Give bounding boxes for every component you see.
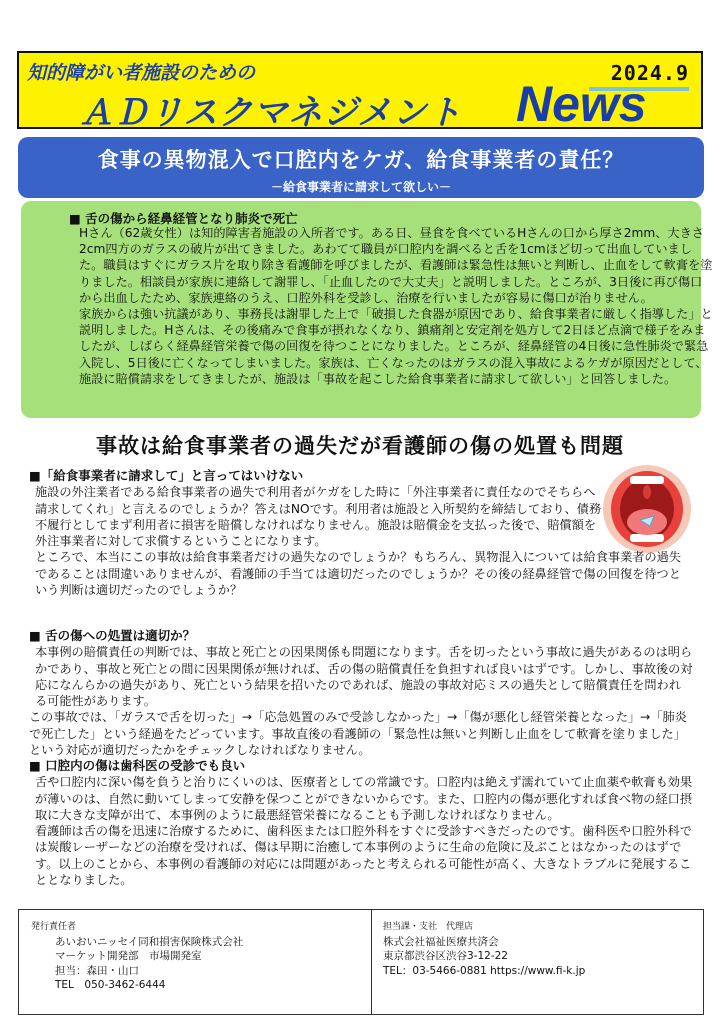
case-box xyxy=(21,201,713,418)
section-1-paragraph-2: ところで、本当にこの事故は給食事業者だけの過失なのでしょうか？もちろん、異物混入については給食事業者の過失であることは間違いありませんが、看護師の手当ては適切だったのでしょうか？その後の経鼻経管で傷の回復を待つという判断は適切だったのでしょうか？ xyxy=(35,550,682,598)
section-1 xyxy=(29,468,693,598)
publisher-label: 発行責任者 xyxy=(31,922,77,932)
publisher-department: マーケット開発部 市場開発室 xyxy=(55,950,202,962)
headline-banner xyxy=(18,137,704,198)
headline-title: 食事の異物混入で口腔内をケガ、給食事業者の責任？ xyxy=(97,148,625,172)
publisher-company: あいおいニッセイ同和損害保険株式会社 xyxy=(55,935,244,948)
section-2-heading: ■ 舌の傷への処置は適切か？ xyxy=(29,628,196,643)
headline-subtitle: －給食事業者に請求して欲しい－ xyxy=(270,180,451,194)
section-3-paragraph-2: 看護師は舌の傷を迅速に治療するために、歯科医または口腔外科をすぐに受診すべきだったのです。歯科医や口腔外科では炭酸レーザーなどの治療を受ければ、傷は早期に治癒して本事例のように生命の危険に及ぶことはなかったのはずです。以上のことから、本事例の看護師の対応には問題があったと考えられる可能性が高く、大きなトラブルに発展することとなりました。 xyxy=(35,824,692,888)
section-title: 事故は給食事業者の過失だが看護師の傷の処置も問題 xyxy=(96,434,624,458)
case-text xyxy=(73,225,713,387)
header-top-line: 知的障がい者施設のための xyxy=(27,62,256,84)
publisher-contact: 担当：森田・山口 xyxy=(55,964,139,977)
news-logo: News xyxy=(516,76,647,132)
agency-name: 株式会社福祉医療共済会 xyxy=(383,935,499,948)
section-2-paragraph-1: 本事例の賠償責任の判断では、事故と死亡との因果関係も問題になります。舌を切ったという事故に過失があるのは明らかであり、事故と死亡との間に因果関係が無ければ、舌の傷の賠償責任を負担すれば良いはずです。しかし、事故後の対応になんらかの過失があり、死亡という結果を招いたのであれば、施設の事故対応ミスの過失として賠償責任を問われる可能性があります。 xyxy=(35,645,693,709)
newsletter-title: ＡＤリスクマネジメント xyxy=(79,93,463,133)
section-1-heading: ■「給食事業者に請求して」と言ってはいけない xyxy=(29,468,304,483)
footer xyxy=(18,909,704,1015)
case-paragraph-1: Hさん（62歳女性）は知的障害者施設の入所者です。ある日、昼食を食べているHさんの口から厚さ2mm、大きさ2cm四方のガラスの破片が出てきました。あわてて職員が口腔内を調べると舌を1cmほど切って出血していました。職員はすぐにガラス片を取り除き看護師を呼びましたが、看護師は緊急性は無いと判断し、止血をして軟膏を塗りました。相談員が家族に連絡して謝罪し、「止血したので大丈夫」と説明しました。ところが、3日後に再び傷口から出血したため、家族連絡のうえ、口腔外科を受診し、治療を行いましたが容易に傷口が治りません。 xyxy=(79,226,713,305)
case-paragraph-2: 家族からは強い抗議があり、事務長は謝罪した上で「破損した食器が原因であり、給食事業者に厳しく指導した」と説明しました。Hさんは、その後痛みで食事が摂れなくなり、鎮痛剤と安定剤を処方して2日ほど点滴で様子をみましたが、しばらく経鼻経管栄養で傷の回復を待つことになりました。ところが、経鼻経管の4日後に急性肺炎で緊急入院し、5日後に亡くなってしまいました。家族は、亡くなったのはガラスの混入事故によるケガが原因だとして、施設に賠償請求をしてきましたが、施設は「事故を起こした給食事業者に請求して欲しい」と回答しました。 xyxy=(79,307,713,386)
section-3-paragraph-1: 舌や口腔内に深い傷を負うと治りにくいのは、医療者としての常識です。口腔内は絶えず濡れていて止血薬や軟膏も効果が薄いのは、自然に動いてしまって安静を保つことができないからです。また、口腔内の傷が悪化すれば食べ物の経口摂取に大きな支障が出て、本事例のように最悪経管栄養になることも予測しなければなりません。 xyxy=(35,775,693,822)
footer-divider xyxy=(371,910,372,1014)
agency-tel: TEL：03-5466-0881 https://www.fi-k.jp xyxy=(383,964,586,977)
section-3-heading: ■ 口腔内の傷は歯科医の受診でも良い xyxy=(29,758,246,773)
section-2 xyxy=(29,628,693,758)
agency-label: 担当課・支社 代理店 xyxy=(383,922,474,932)
agency-address: 東京都渋谷区渋谷3-12-22 xyxy=(383,950,508,962)
section-3 xyxy=(29,758,693,888)
newsletter-header xyxy=(17,51,703,133)
section-1-paragraph-1: 施設の外注業者である給食事業者の過失で利用者がケガをした時に「外注事業者に責任なのでそちらへ請求してくれ」と言えるのでしょうか？答えはNOです。利用者は施設と入所契約を締結しており、債務不履行としてまず利用者に損害を賠償しなければなりません。施設は賠償金を支払った後で、賠償額を外注事業者に対して求償するということになります。 xyxy=(35,485,602,549)
publisher-info xyxy=(31,920,243,993)
agency-info xyxy=(383,920,585,978)
case-heading: ■ 舌の傷から経鼻経管となり肺炎で死亡 xyxy=(69,211,298,226)
section-2-paragraph-2: この事故では、「ガラスで舌を切った」→「応急処置のみで受診しなかった」→「傷が悪化し経管栄養となった」→「肺炎で死亡した」という経過をたどっています。事故直後の看護師の「緊急性は無いと判断し止血をして軟膏を塗りました」という対応が適切だったかをチェックしなければなりません。 xyxy=(29,710,687,758)
issue-date: 2024.9 xyxy=(610,61,689,85)
publisher-tel: TEL 050-3462-6444 xyxy=(55,979,166,991)
